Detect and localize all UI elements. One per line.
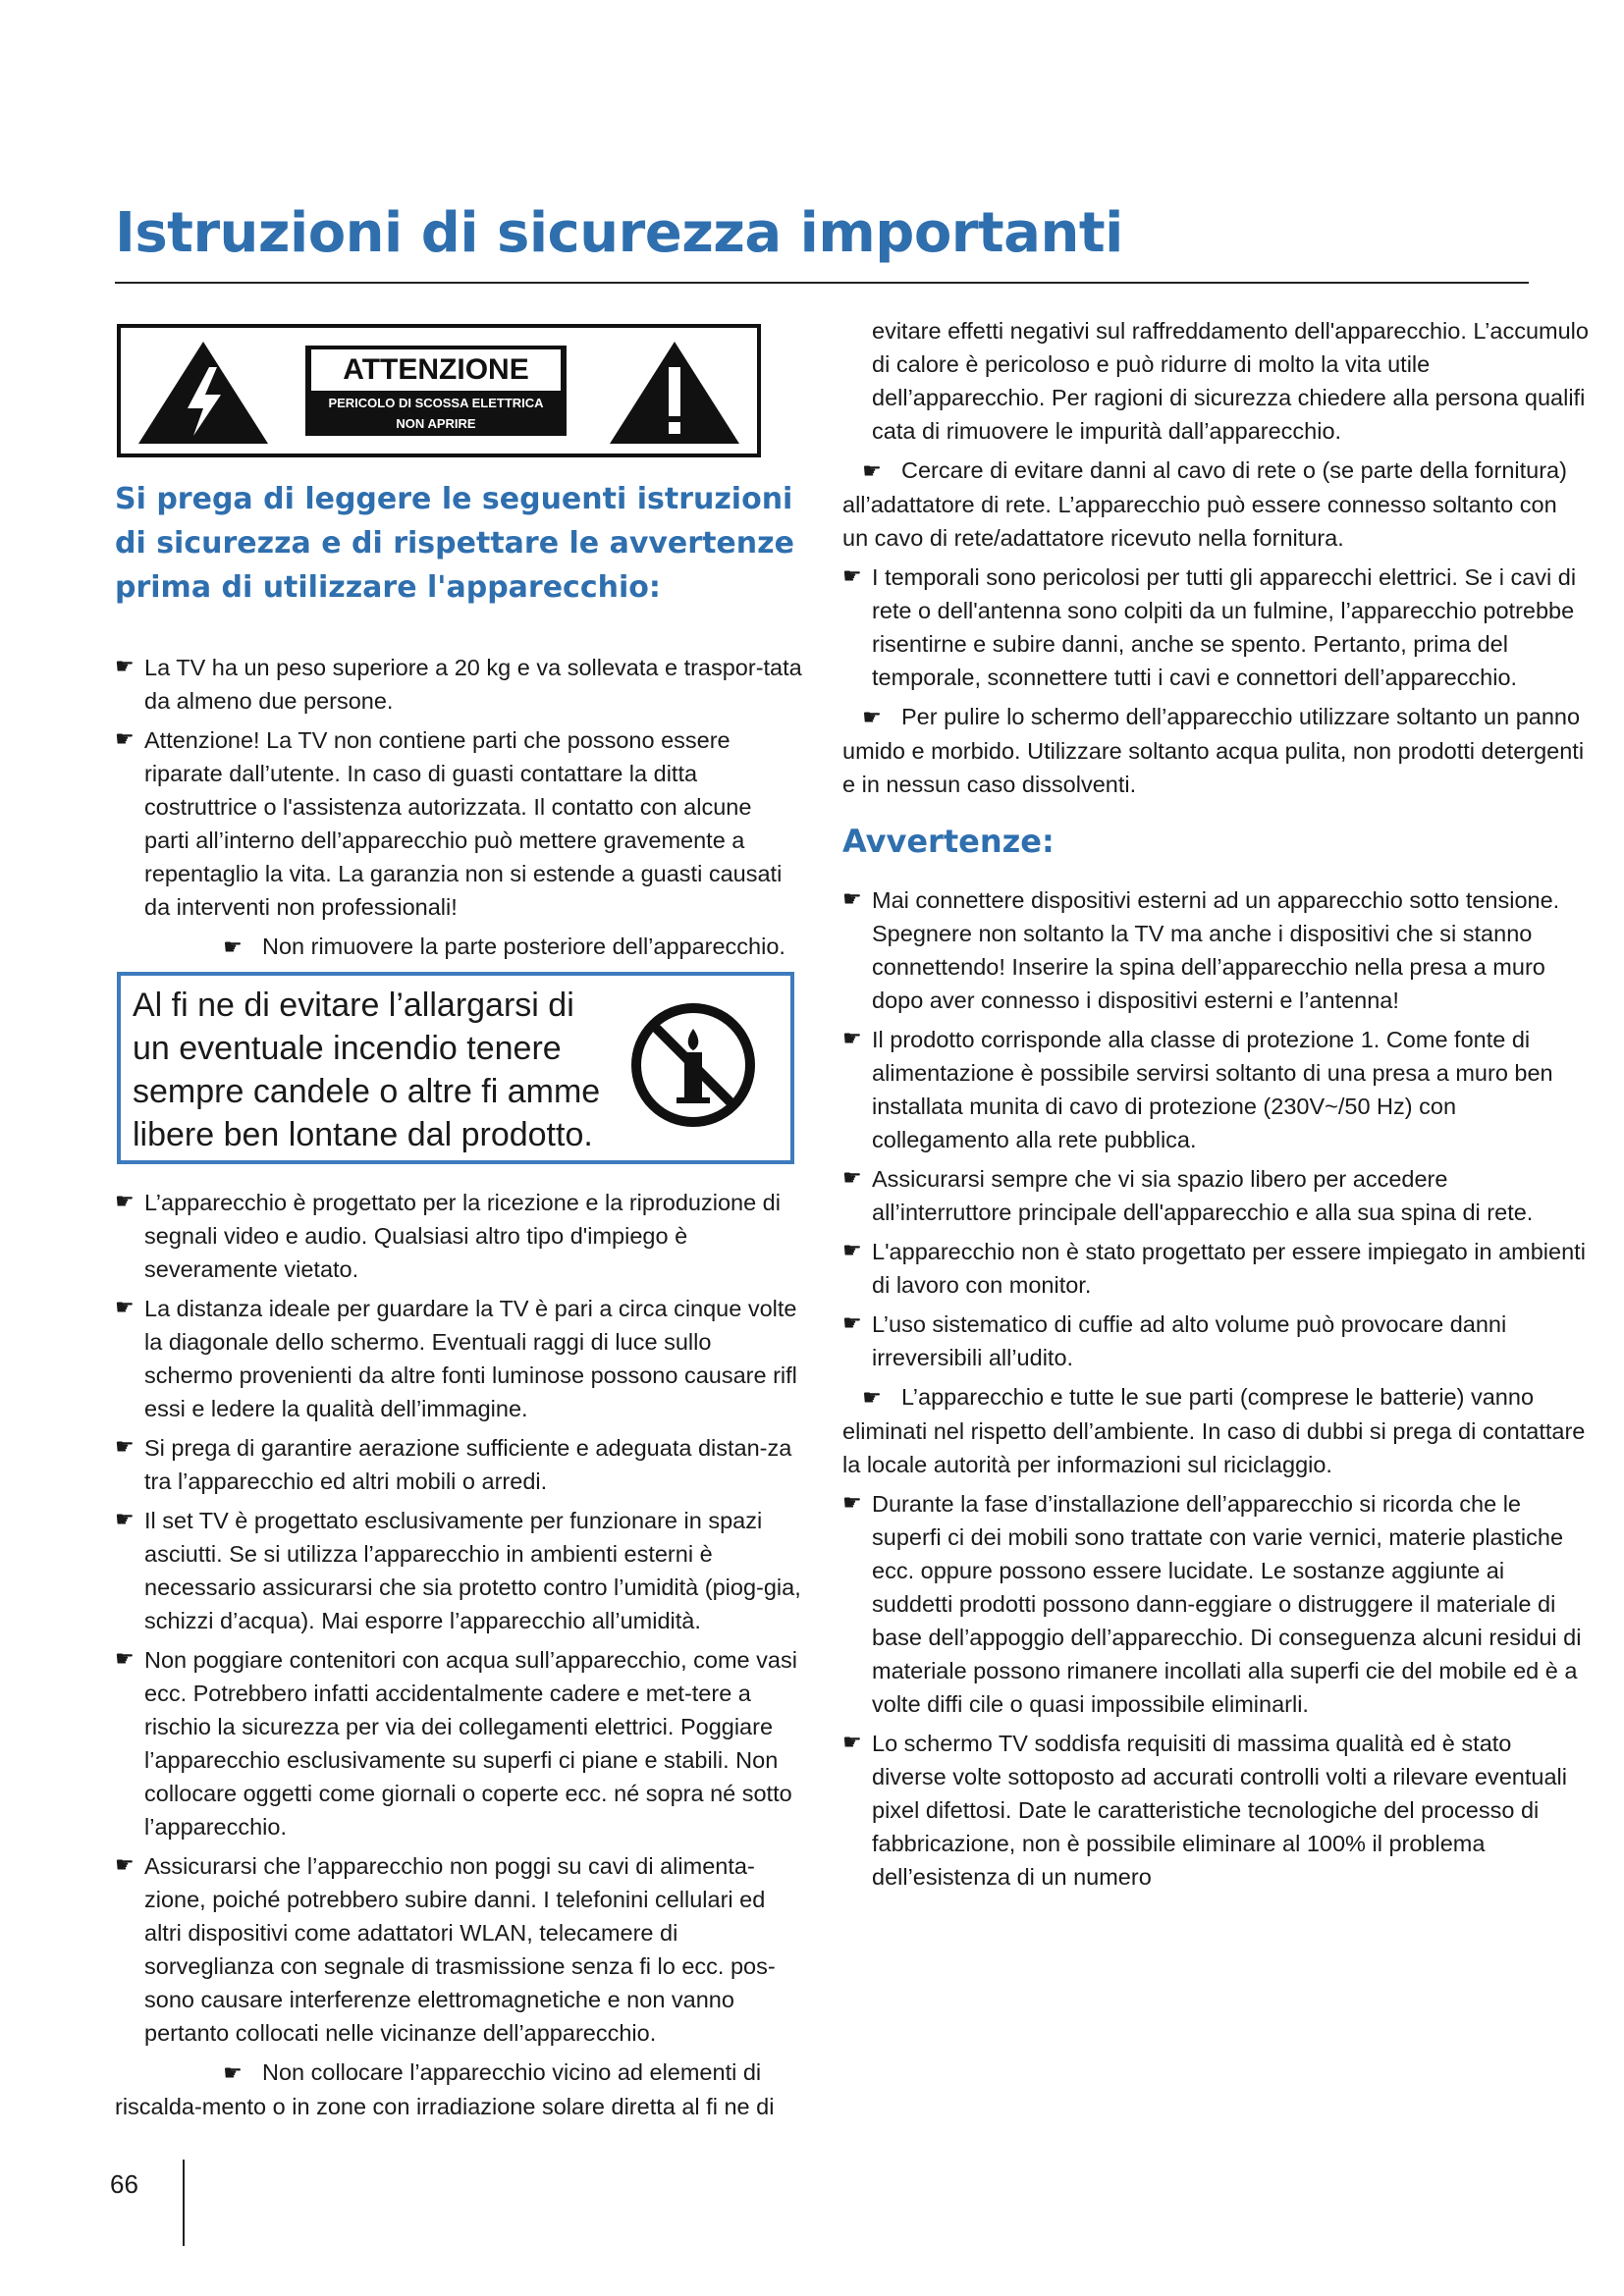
fire-safety-text: [133, 984, 643, 1156]
left-column: [115, 324, 802, 2129]
list-item: [115, 2056, 802, 2123]
list-item-text: Per pulire lo schermo dell’apparecchio utilizzare soltanto un panno umido e morbido. Utilizzare soltanto acqua pulita, non prodotti detergenti e in nessun caso dissolventi.: [842, 704, 1585, 797]
list-item: [115, 1431, 802, 1498]
electric-shock-warning-label: [117, 324, 761, 457]
page-number: 66: [110, 2169, 138, 2199]
list-item: [842, 1727, 1589, 1894]
list-item-text: Il set TV è progettato esclusivamente per funzionare in spazi asciutti. Se si utilizza l’apparecchio in ambienti esterni è necessario assicurarsi che sia protetto contro l’umidità (piog-gia, schizzi d’acqua). Mai esporre l’apparecchio all’umidità.: [144, 1508, 801, 1633]
no-open-flame-icon: [629, 1001, 757, 1134]
list-item: [115, 1643, 802, 1843]
pointing-hand-icon: ☛: [862, 1385, 882, 1410]
list-item: [115, 930, 802, 964]
fire-safety-notice: [117, 972, 794, 1164]
warning-text-block: [305, 346, 567, 436]
pointing-hand-icon: ☛: [115, 1189, 135, 1213]
pointing-hand-icon: ☛: [842, 1310, 862, 1335]
pointing-hand-icon: ☛: [223, 2060, 243, 2085]
pointing-hand-icon: ☛: [842, 1730, 862, 1754]
warnings-heading: Avvertenze:: [842, 823, 1055, 860]
list-item: [115, 1186, 802, 1286]
list-item-text: Assicurarsi sempre che vi sia spazio libero per accedere all’interruttore principale dell'apparecchio e alla sua spina di rete.: [872, 1166, 1534, 1225]
list-item-text: La distanza ideale per guardare la TV è pari a circa cinque volte la diagonale dello schermo. Eventuali raggi di luce sullo schermo provenienti da altre fonti luminose possono causare rifl essi e ledere la qualità dell’immagine.: [144, 1296, 797, 1421]
general-warning-icon: [608, 340, 741, 446]
pointing-hand-icon: ☛: [842, 1238, 862, 1262]
list-item: [115, 723, 802, 924]
intro-heading-line: prima di utilizzare l'apparecchio:: [115, 570, 661, 605]
pointing-hand-icon: ☛: [842, 1165, 862, 1190]
list-item-text: I temporali sono pericolosi per tutti gli apparecchi elettrici. Se i cavi di rete o dell'antenna sono colpiti da un fulmine, l’apparecchio potrebbe risentirne e subire danni, anche se spento. Pertanto, prima del temporale, sconnettere tutti i cavi e connettori dell’apparecchio.: [872, 564, 1577, 690]
list-item: [115, 1504, 802, 1637]
list-item-text: Lo schermo TV soddisfa requisiti di massima qualità ed è stato diverse volte sottoposto ad accurati controlli volti a rilevare eventuali pixel difettosi. Date le caratteristiche tecnologiche del processo di fabbricazione, non è possibile eliminare al 100% il problema dell’esistenza di un numero: [872, 1731, 1567, 1890]
right-column: [842, 314, 1589, 1899]
intro-heading-line: Si prega di leggere le seguenti istruzioni: [115, 482, 793, 516]
list-item-text: Non collocare l’apparecchio vicino ad elementi di riscalda-mento o in zone con irradiazione solare diretta al fi ne di: [115, 2059, 775, 2119]
list-item: [115, 1849, 802, 2050]
list-item-text: evitare effetti negativi sul raffreddamento dell'apparecchio. L’accumulo di calore è pericoloso e può ridurre di molto la vita utile dell’apparecchio. Per ragioni di sicurezza chiedere alla persona qualifi cata di rimuovere le impurità dall’apparecchio.: [872, 318, 1589, 444]
list-item: [842, 1235, 1589, 1302]
list-item: [842, 883, 1589, 1017]
pointing-hand-icon: ☛: [842, 1490, 862, 1515]
list-item: [842, 1308, 1589, 1374]
list-item-text: Mai connettere dispositivi esterni ad un apparecchio sotto tensione. Spegnere non soltanto la TV ma anche i dispositivi che si stanno connettendo! Inserire la spina dell’apparecchio nella presa a muro dopo aver connesso i dispositivi esterni e l’antenna!: [872, 887, 1560, 1013]
list-item: [842, 1023, 1589, 1156]
list-item: [842, 454, 1589, 555]
warning-line-2: NON APRIRE: [396, 416, 476, 431]
warning-title: ATTENZIONE: [311, 349, 561, 391]
list-item-text: L’apparecchio e tutte le sue parti (comprese le batterie) vanno eliminati nel rispetto dell’ambiente. In caso di dubbi si prega di contattare la locale autorità per informazioni sul riciclaggio.: [842, 1384, 1586, 1477]
list-item: [842, 1162, 1589, 1229]
page-title: Istruzioni di sicurezza importanti: [115, 201, 1123, 265]
list-item-text: L'apparecchio non è stato progettato per essere impiegato in ambienti di lavoro con monitor.: [872, 1239, 1586, 1298]
pointing-hand-icon: ☛: [115, 1852, 135, 1877]
fire-safety-line: libere ben lontane dal prodotto.: [133, 1116, 593, 1153]
pointing-hand-icon: ☛: [842, 886, 862, 911]
list-item-text: Attenzione! La TV non contiene parti che possono essere riparate dall’utente. In caso di guasti contattare la ditta costruttrice o l'assistenza autorizzata. Il contatto con alcune parti all’interno dell’apparecchio può mettere gravemente a repentaglio la vita. La garanzia non si estende a guasti causati da interventi non professionali!: [144, 727, 783, 920]
warning-line-1: PERICOLO DI SCOSSA ELETTRICA: [328, 396, 544, 410]
pointing-hand-icon: ☛: [115, 1646, 135, 1671]
pointing-hand-icon: ☛: [115, 654, 135, 678]
electric-shock-warning-icon: [136, 340, 270, 446]
title-divider: [115, 282, 1529, 284]
list-item: [115, 1292, 802, 1425]
list-item-text: Non poggiare contenitori con acqua sull’apparecchio, come vasi ecc. Potrebbero infatti accidentalmente cadere e met-tere a rischio la sicurezza per via dei collegamenti elettrici. Poggiare l’apparecchio esclusivamente su superfi ci piane e stabili. Non collocare oggetti come giornali o coperte ecc. né sopra né sotto l’apparecchio.: [144, 1647, 797, 1840]
list-item: [115, 651, 802, 718]
list-item-text: Il prodotto corrisponde alla classe di protezione 1. Come fonte di alimentazione è possibile servirsi soltanto di una presa a muro ben installata munita di cavo di protezione (230V~/50 Hz) con collegamento alla rete pubblica.: [872, 1027, 1553, 1152]
list-item-text: Durante la fase d’installazione dell’apparecchio si ricorda che le superfi ci dei mobili sono trattate con varie vernici, materie plastiche ecc. oppure possono essere lucidate. Le sostanze aggiunte ai suddetti prodotti possono dann-eggiare o distruggere il materiale di base dell’appoggio dell’apparecchio. Di conseguenza alcuni residui di materiale possono rimanere incollati alla superfi cie del mobile ed è a volte diffi cile o quasi impossibile eliminarli.: [872, 1491, 1582, 1717]
pointing-hand-icon: ☛: [862, 705, 882, 729]
pointing-hand-icon: ☛: [223, 934, 243, 959]
list-item-text: Assicurarsi che l’apparecchio non poggi su cavi di alimenta-zione, poiché potrebbero subire danni. I telefonini cellulari ed altri dispositivi come adattatori WLAN, telecamere di sorveglianza con segnale di trasmissione senza fi lo ecc. pos-sono causare interferenze elettromagnetiche e non vanno pertanto collocati nelle vicinanze dell’apparecchio.: [144, 1853, 776, 2046]
list-item-text: Si prega di garantire aerazione sufficiente e adeguata distan-za tra l’apparecchio ed altri mobili o arredi.: [144, 1435, 792, 1494]
list-item: [842, 1380, 1589, 1481]
fire-safety-line: un eventuale incendio tenere: [133, 1030, 562, 1067]
list-item-continued: [842, 314, 1589, 448]
list-item-text: La TV ha un peso superiore a 20 kg e va sollevata e traspor-tata da almeno due persone.: [144, 655, 802, 714]
list-item-text: Cercare di evitare danni al cavo di rete o (se parte della fornitura) all’adattatore di rete. L’apparecchio può essere connesso soltanto con un cavo di rete/adattatore ricevuto nella fornitura.: [842, 457, 1567, 551]
list-item: [842, 1487, 1589, 1721]
pointing-hand-icon: ☛: [115, 726, 135, 751]
fire-safety-line: sempre candele o altre fi amme: [133, 1073, 601, 1110]
intro-heading-line: di sicurezza e di rispettare le avvertenze: [115, 526, 794, 561]
fire-safety-line: Al fi ne di evitare l’allargarsi di: [133, 987, 574, 1024]
pointing-hand-icon: ☛: [862, 458, 882, 483]
pointing-hand-icon: ☛: [115, 1295, 135, 1319]
list-item: [842, 561, 1589, 694]
list-item-text: L’uso sistematico di cuffie ad alto volume può provocare danni irreversibili all’udito.: [872, 1311, 1507, 1370]
pointing-hand-icon: ☛: [115, 1434, 135, 1459]
list-item: [842, 700, 1589, 801]
list-item-text: Non rimuovere la parte posteriore dell’apparecchio.: [262, 934, 785, 959]
page-number-divider: [183, 2160, 185, 2246]
pointing-hand-icon: ☛: [842, 1026, 862, 1050]
list-item-text: L’apparecchio è progettato per la ricezione e la riproduzione di segnali video e audio. Qualsiasi altro tipo d'impiego è severamente vietato.: [144, 1190, 781, 1282]
intro-heading: [115, 477, 802, 610]
pointing-hand-icon: ☛: [842, 563, 862, 588]
pointing-hand-icon: ☛: [115, 1507, 135, 1531]
